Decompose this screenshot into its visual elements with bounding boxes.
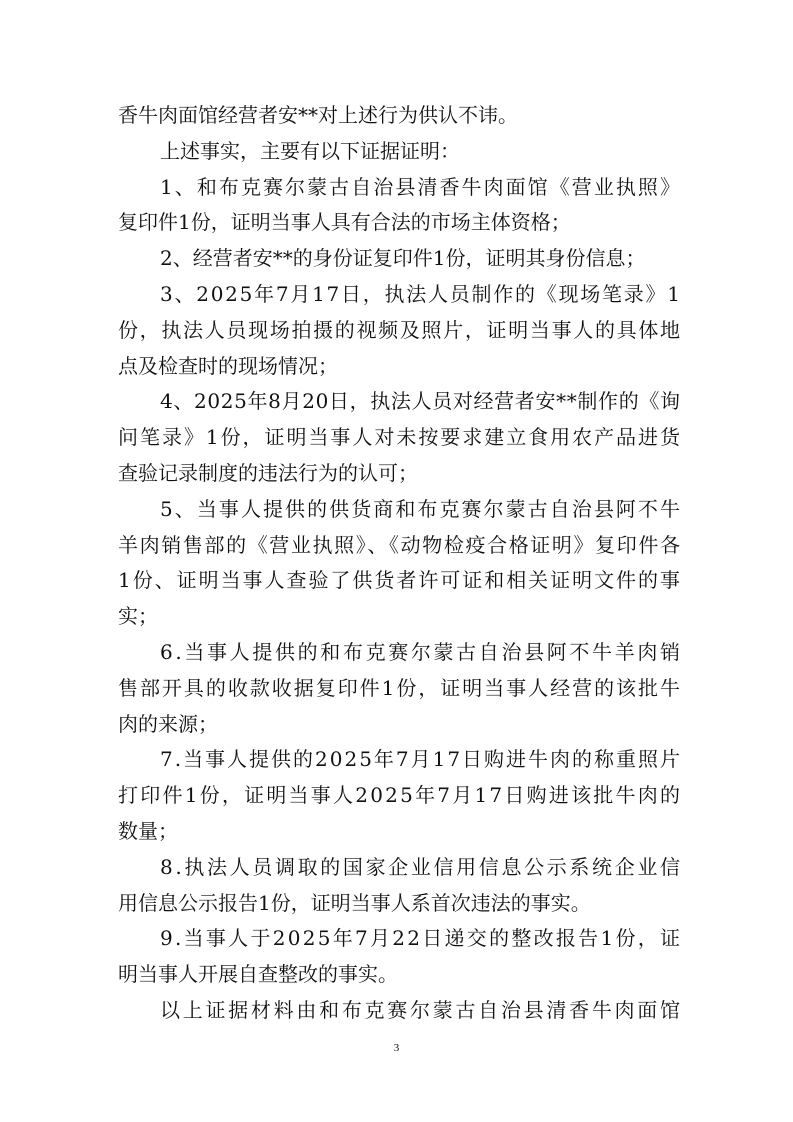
text-line: 5、当事人提供的供货商和布克赛尔蒙古自治县阿不牛 — [160, 496, 683, 521]
text-line: 肉的来源； — [118, 711, 218, 736]
page-number: 3 — [393, 1042, 400, 1054]
text-line: 7.当事人提供的2025年7月17日购进牛肉的称重照片 — [160, 747, 682, 772]
text-line: 香牛肉面馆经营者安**对上述行为供认不讳。 — [118, 103, 518, 127]
text-line: 打印件1份，证明当事人2025年7月17日购进该批牛肉的 — [118, 783, 683, 808]
text-line: 以上证据材料由和布克赛尔蒙古自治县清香牛肉面馆 — [160, 997, 683, 1022]
text-line: 羊肉销售部的《营业执照》、《动物检疫合格证明》复印件各 — [118, 532, 682, 557]
text-line: 4、2025年8月20日，执法人员对经营者安**制作的《询 — [160, 389, 681, 414]
text-line: 1、和布克赛尔蒙古自治县清香牛肉面馆《营业执照》 — [160, 174, 683, 199]
text-line: 1份、证明当事人查验了供货者许可证和相关证明文件的事 — [118, 568, 682, 593]
text-line: 售部开具的收款收据复印件1份，证明当事人经营的该批牛 — [118, 675, 682, 700]
text-line: 问笔录》1份，证明当事人对未按要求建立食用农产品进货 — [118, 425, 682, 450]
text-line: 上述事实，主要有以下证据证明： — [160, 138, 460, 163]
text-line: 8.执法人员调取的国家企业信用信息公示系统企业信 — [160, 854, 683, 879]
text-line: 数量； — [118, 818, 178, 843]
text-line: 份，执法人员现场拍摄的视频及照片，证明当事人的具体地 — [118, 317, 682, 342]
text-line: 9.当事人于2025年7月22日递交的整改报告1份，证 — [160, 926, 683, 951]
text-line: 6.当事人提供的和布克赛尔蒙古自治县阿不牛羊肉销 — [160, 639, 683, 664]
text-line: 查验记录制度的违法行为的认可； — [118, 460, 418, 485]
document-body — [118, 98, 683, 1029]
text-line: 实； — [118, 604, 158, 629]
text-line: 3、2025年7月17日，执法人员制作的《现场笔录》1 — [160, 281, 682, 306]
text-line: 2、经营者安**的身份证复印件1份，证明其身份信息； — [160, 246, 646, 271]
text-line: 点及检查时的现场情况； — [118, 353, 338, 378]
text-line: 用信息公示报告1份，证明当事人系首次违法的事实。 — [118, 890, 591, 915]
text-line: 复印件1份，证明当事人具有合法的市场主体资格； — [118, 210, 571, 235]
text-line: 明当事人开展自查整改的事实。 — [118, 962, 398, 987]
